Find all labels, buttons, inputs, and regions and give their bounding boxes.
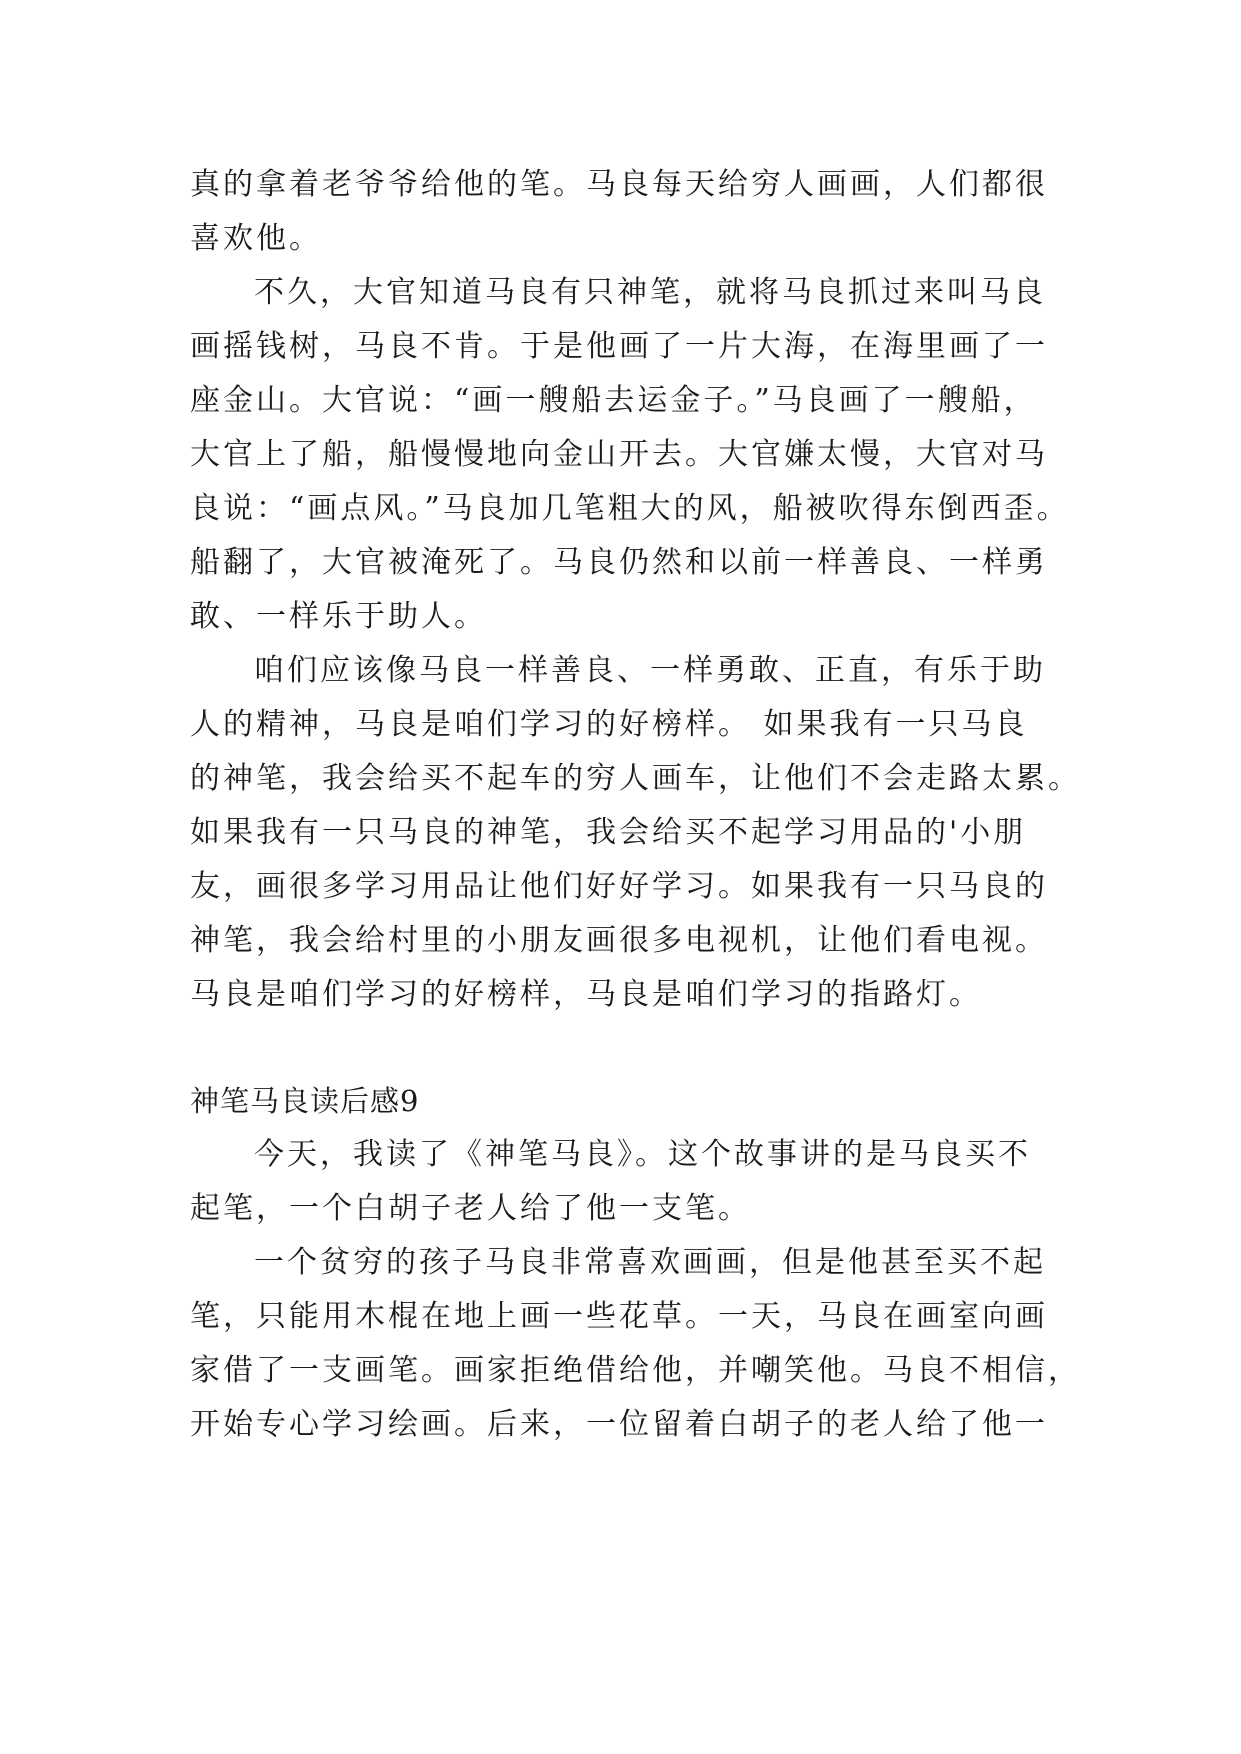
paragraph-line: 咱们应该像马良一样善良、一样勇敢、正直，有乐于助 [254,653,1046,688]
paragraph-line: 神笔，我会给村里的小朋友画很多电视机，让他们看电视。 [190,923,1048,958]
paragraph-line: 笔，只能用木棍在地上画一些花草。一天，马良在画室向画 [190,1299,1048,1334]
paragraph-line: 如果我有一只马良的神笔，我会给买不起学习用品的'小朋 [190,815,1027,850]
paragraph-line: 不久，大官知道马良有只神笔，就将马良抓过来叫马良 [254,275,1046,310]
paragraph-line: 友，画很多学习用品让他们好好学习。如果我有一只马良的 [190,869,1048,904]
paragraph-line: 起笔，一个白胡子老人给了他一支笔。 [190,1191,751,1226]
paragraph-line: 船翻了，大官被淹死了。马良仍然和以前一样善良、一样勇 [190,545,1048,580]
paragraph-line: 家借了一支画笔。画家拒绝借给他，并嘲笑他。马良不相信， [190,1353,1081,1388]
paragraph-line: 今天，我读了《神笔马良》。这个故事讲的是马良买不 [254,1137,1031,1172]
paragraph-line: 一个贫穷的孩子马良非常喜欢画画，但是他甚至买不起 [254,1245,1046,1280]
paragraph-line: 良说：“画点风。”马良加几笔粗大的风，船被吹得东倒西歪。 [190,491,1070,526]
paragraph-line: 的神笔，我会给买不起车的穷人画车，让他们不会走路太累。 [190,761,1081,796]
paragraph-line: 人的精神，马良是咱们学习的好榜样。 如果我有一只马良 [190,707,1028,742]
paragraph-line: 画摇钱树，马良不肯。于是他画了一片大海，在海里画了一 [190,329,1048,364]
paragraph-line: 真的拿着老爷爷给他的笔。马良每天给穷人画画，人们都很 [190,167,1048,202]
paragraph-line: 大官上了船，船慢慢地向金山开去。大官嫌太慢，大官对马 [190,437,1048,472]
paragraph-line: 座金山。大官说：“画一艘船去运金子。”马良画了一艘船， [190,383,1037,418]
paragraph-line: 喜欢他。 [190,221,322,256]
section-heading: 神笔马良读后感9 [190,1084,420,1118]
paragraph-line: 马良是咱们学习的好榜样，马良是咱们学习的指路灯。 [190,977,982,1012]
paragraph-line: 敢、一样乐于助人。 [190,599,487,634]
paragraph-line: 开始专心学习绘画。后来，一位留着白胡子的老人给了他一 [190,1407,1048,1442]
